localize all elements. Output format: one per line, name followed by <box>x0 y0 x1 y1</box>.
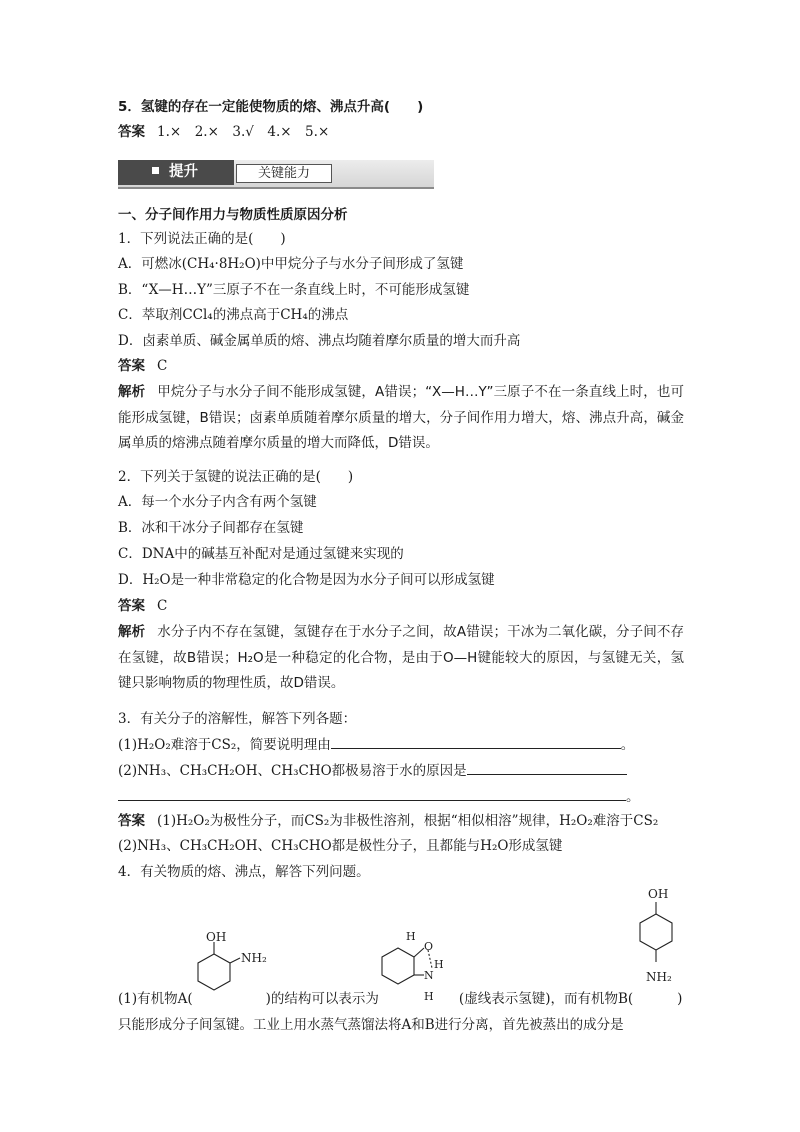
q2-answer <box>118 598 684 614</box>
q3-part2-end: 。 <box>626 789 640 805</box>
q2-analysis <box>118 620 684 697</box>
answer-label: 答案 <box>118 358 145 374</box>
banner-sub: 关键能力 <box>236 164 332 183</box>
structure-hbond-n: N <box>424 969 434 982</box>
section-banner <box>118 160 434 189</box>
structure-b-4-aminophenol <box>628 884 688 1004</box>
q4-line1-a: (1)有机物A( <box>118 991 193 1007</box>
q1-analysis <box>118 380 684 457</box>
banner-main-label: 提升 <box>169 164 198 180</box>
answer-label: 答案 <box>118 813 145 829</box>
structure-a-oh: OH <box>206 930 227 944</box>
banner-main <box>118 160 234 185</box>
q3-part2-text: (2)NH₃、CH₃CH₂OH、CH₃CHO都极易溶于水的原因是 <box>118 763 467 779</box>
q3-part1-end: 。 <box>620 737 635 753</box>
q4-line1-b: )的结构可以表示为 <box>265 991 379 1007</box>
analysis-label: 解析 <box>118 624 146 640</box>
intro-answer <box>118 124 684 140</box>
q3-answer-blank-2[interactable] <box>467 762 627 775</box>
section-title: 一、分子间作用力与物质性质原因分析 <box>118 207 348 223</box>
structure-hbond-h1: H <box>406 930 416 943</box>
structure-b-nh2: NH₂ <box>646 970 672 984</box>
q2-option-c: C．DNA中的碱基互补配对是通过氢键来实现的 <box>118 546 404 562</box>
q1-option-d: D．卤素单质、碱金属单质的熔、沸点均随着摩尔质量的增大而升高 <box>118 333 521 349</box>
q2-option-a: A．每一个水分子内含有两个氢键 <box>118 494 317 510</box>
q1-option-b: B．“X—H…Y”三原子不在一条直线上时，不可能形成氢键 <box>118 282 470 298</box>
q3-part1-text: (1)H₂O₂难溶于CS₂，简要说明理由 <box>118 737 331 753</box>
q3-answer-2: (2)NH₃、CH₃CH₂OH、CH₃CHO都是极性分子，且都能与H₂O形成氢键 <box>118 838 563 854</box>
q3-answer-blank-1[interactable] <box>331 736 621 749</box>
q2-stem: 2．下列关于氢键的说法正确的是( ) <box>118 469 354 485</box>
structure-b-drawing <box>628 884 688 1004</box>
q3-part1 <box>118 736 684 753</box>
analysis-text: 水分子内不存在氢键，氢键存在于水分子之间，故A错误；干冰为二氧化碳，分子间不存在氢键，故B错误；H₂O是一种稳定的化合物，是由于O—H键能较大的原因，与氢键无关，氢键只影响物质的物理性质，故D错误。 <box>118 624 685 691</box>
structure-a-nh2: NH₂ <box>241 951 267 965</box>
answer-value: C <box>157 598 168 614</box>
analysis-text: 甲烷分子与水分子间不能形成氢键，A错误；“X—H…Y”三原子不在一条直线上时，也可能形成氢键，B错误；卤素单质随着摩尔质量的增大，分子间作用力增大，熔、沸点升高，碱金属单质的熔沸点随着摩尔质量的增大而降低，D错误。 <box>118 384 685 451</box>
structure-hbond-h2: H <box>434 958 444 971</box>
answer-label: 答案 <box>118 598 145 614</box>
structure-hbond-h3: H <box>424 990 434 1003</box>
q4-line-1 <box>118 991 684 1007</box>
structure-b-oh: OH <box>648 887 669 901</box>
q3-answer-blank-3[interactable] <box>118 788 626 801</box>
q4-stem: 4．有关物质的熔、沸点，解答下列问题。 <box>118 864 370 880</box>
q1-stem: 1．下列说法正确的是( ) <box>118 231 286 247</box>
q3-answer-1 <box>118 813 684 829</box>
answer-text: (1)H₂O₂为极性分子，而CS₂为非极性溶剂，根据“相似相溶”规律，H₂O₂难溶于CS₂ <box>157 813 659 829</box>
q4-line1-d: ) <box>677 991 683 1007</box>
q2-option-d: D．H₂O是一种非常稳定的化合物是因为水分子间可以形成氢键 <box>118 572 495 588</box>
q1-option-c: C．萃取剂CCl₄的沸点高于CH₄的沸点 <box>118 307 349 323</box>
q3-part2-cont <box>118 788 684 805</box>
structure-hbond-o: O <box>424 940 434 953</box>
answer-text: 1.× 2.× 3.√ 4.× 5.× <box>157 124 330 140</box>
q4-line-2: 只能形成分子间氢键。工业上用水蒸气蒸馏法将A和B进行分离，首先被蒸出的成分是 <box>118 1017 624 1033</box>
q3-stem: 3．有关分子的溶解性，解答下列各题： <box>118 711 357 727</box>
q4-line1-c: (虚线表示氢键)，而有机物B( <box>458 991 634 1007</box>
q5-stem: 5．氢键的存在一定能使物质的熔、沸点升高( ) <box>118 99 424 115</box>
q2-option-b: B．冰和干冰分子间都存在氢键 <box>118 520 304 536</box>
analysis-label: 解析 <box>118 384 146 400</box>
q1-answer <box>118 358 684 374</box>
answer-value: C <box>157 358 168 374</box>
q3-part2 <box>118 762 684 779</box>
q1-option-a: A．可燃冰(CH₄·8H₂O)中甲烷分子与水分子间形成了氢键 <box>118 256 464 272</box>
answer-label: 答案 <box>118 124 145 140</box>
